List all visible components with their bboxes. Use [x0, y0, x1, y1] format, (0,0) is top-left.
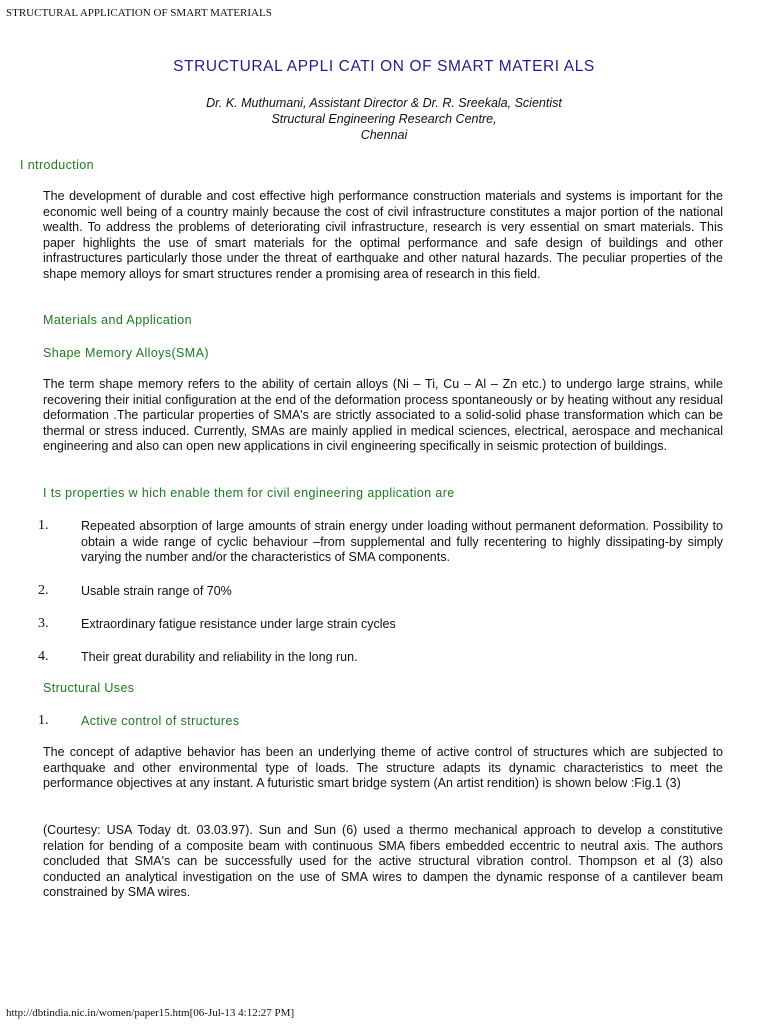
print-footer-url: http://dbtindia.nic.in/women/paper15.htm[06-Jul-13 4:12:27 PM]: [6, 1007, 295, 1019]
list-item: Repeated absorption of large amounts of strain energy under loading without permanent deformation. Possibility to obtain a wide range of cyclic behaviour –from supplemental and fully recentering to highly dissipating-by simply varying the number and/or the characteristics of SMA components.: [81, 519, 723, 565]
list-item: Extraordinary fatigue resistance under large strain cycles: [81, 617, 396, 631]
structural-uses-heading: Structural Uses: [43, 681, 135, 695]
list-item-number: 4.: [38, 649, 49, 664]
sma-paragraph: The term shape memory refers to the ability of certain alloys (Ni – Ti, Cu – Al – Zn etc.) to undergo large strains, while recovering their initial configuration at the end of the deformation process spontaneously or by heating without any residual deformation .The particular properties of SMA's are strictly associated to a solid-solid phase transformation which can be thermal or stress induced. Currently, SMAs are mainly applied in medical sciences, electrical, aerospace and mechanical engineering and also can open new applications in civil engineering specifically in seismic protection of buildings.: [43, 377, 723, 454]
author-city: Chennai: [360, 128, 408, 142]
author-names: Dr. K. Muthumani, Assistant Director & Dr. R. Sreekala, Scientist: [206, 96, 562, 110]
list-item: Their great durability and reliability in the long run.: [81, 650, 358, 664]
introduction-paragraph: The development of durable and cost effective high performance construction materials and systems is important for the economic well being of a country mainly because the cost of civil infrastructure constitutes a major portion of the national wealth. To address the problems of deteriorating civil infrastructure, research is very essential on smart materials. This paper highlights the use of smart materials for the optimal performance and safe design of buildings and other infrastructures particularly those under the threat of earthquake and other natural hazards. The peculiar properties of the shape memory alloys for smart structures render a promising area of research in this field.: [43, 189, 723, 281]
page-title: STRUCTURAL APPLI CATI ON OF SMART MATERI ALS: [173, 58, 595, 75]
materials-heading: Materials and Application: [43, 313, 192, 327]
active-control-paragraph: The concept of adaptive behavior has been an underlying theme of active control of structures which are subjected to earthquake and other environmental type of loads. The structure adapts its dynamic characteristics to meet the performance objectives at any instant. A futuristic smart bridge system (An artist rendition) is shown below :Fig.1 (3): [43, 745, 723, 791]
list-item: Usable strain range of 70%: [81, 584, 232, 598]
list-item-number: 1.: [38, 518, 49, 533]
list-item-number: 2.: [38, 583, 49, 598]
author-block: [0, 95, 768, 143]
active-control-heading: Active control of structures: [81, 714, 240, 728]
list-item-number: 3.: [38, 616, 49, 631]
introduction-heading: I ntroduction: [20, 158, 94, 172]
sma-heading-text: Shape Memory Alloys(SMA): [43, 346, 209, 360]
properties-heading: I ts properties w hich enable them for civil engineering application are: [43, 486, 455, 500]
sma-heading: [43, 346, 209, 360]
subsection-number: 1.: [38, 713, 49, 728]
print-header: STRUCTURAL APPLICATION OF SMART MATERIALS: [6, 7, 272, 19]
courtesy-paragraph: (Courtesy: USA Today dt. 03.03.97). Sun and Sun (6) used a thermo mechanical approach to develop a constitutive relation for bending of a composite beam with continuous SMA fibers embedded eccentric to neutral axis. The authors concluded that SMA's can be successfully used for the active structural vibration control. Thompson et al (3) also conducted an analytical investigation on the use of SMA wires to dampen the dynamic response of a cantilever beam constrained by SMA wires.: [43, 823, 723, 900]
author-institution: Structural Engineering Research Centre,: [271, 112, 497, 126]
